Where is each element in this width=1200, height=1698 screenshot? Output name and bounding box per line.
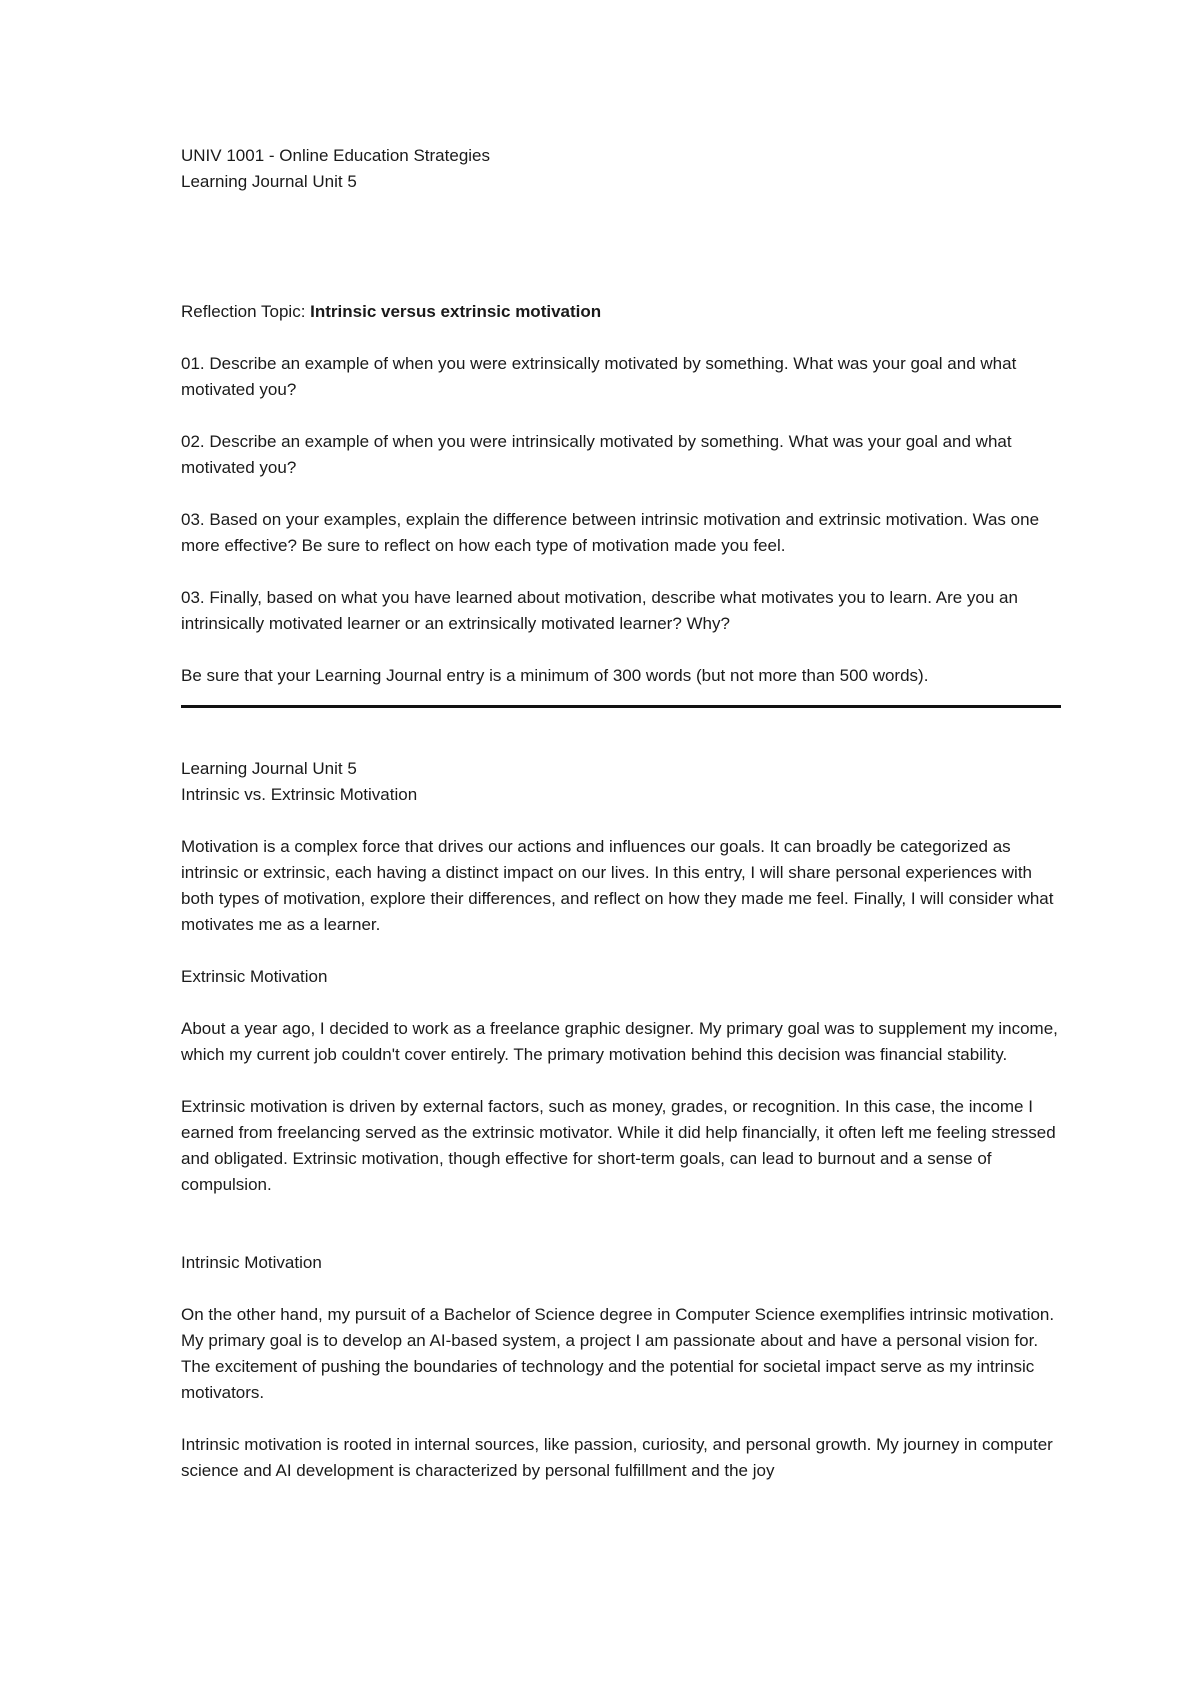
spacer xyxy=(181,273,1061,299)
reflection-topic-label: Reflection Topic: xyxy=(181,302,311,321)
question-1: 01. Describe an example of when you were extrinsically motivated by something. What was your goal and what motivated you? xyxy=(181,354,1017,399)
extrinsic-paragraph-1: About a year ago, I decided to work as a freelance graphic designer. My primary goal was to supplement my income, which my current job couldn't cover entirely. The primary motivation behind this decision was financial stability. xyxy=(181,1019,1058,1064)
intrinsic-heading: Intrinsic Motivation xyxy=(181,1253,322,1272)
spacer xyxy=(181,1406,1061,1432)
spacer xyxy=(181,1068,1061,1094)
spacer xyxy=(181,990,1061,1016)
question-4: 03. Finally, based on what you have learned about motivation, describe what motivates you to learn. Are you an intrinsically motivated learner or an extrinsically motivated learner? Why? xyxy=(181,588,1018,633)
spacer xyxy=(181,195,1061,273)
spacer xyxy=(181,559,1061,585)
word-requirement: Be sure that your Learning Journal entry is a minimum of 300 words (but not more than 500 words). xyxy=(181,666,929,685)
spacer xyxy=(181,481,1061,507)
entry-unit: Learning Journal Unit 5 xyxy=(181,759,357,778)
unit-title: Learning Journal Unit 5 xyxy=(181,172,357,191)
reflection-topic xyxy=(181,299,1061,325)
intrinsic-paragraph-2: Intrinsic motivation is rooted in internal sources, like passion, curiosity, and personal growth. My journey in computer science and AI development is characterized by personal fulfillment and the joy xyxy=(181,1435,1053,1480)
question-2: 02. Describe an example of when you were intrinsically motivated by something. What was your goal and what motivated you? xyxy=(181,432,1012,477)
spacer xyxy=(181,637,1061,663)
spacer xyxy=(181,938,1061,964)
question-3: 03. Based on your examples, explain the difference between intrinsic motivation and extrinsic motivation. Was one more effective? Be sure to reflect on how each type of motivation made you feel. xyxy=(181,510,1040,555)
spacer xyxy=(181,1276,1061,1302)
extrinsic-heading: Extrinsic Motivation xyxy=(181,967,328,986)
document-content xyxy=(181,143,1061,1484)
spacer xyxy=(181,403,1061,429)
intrinsic-paragraph-1: On the other hand, my pursuit of a Bachelor of Science degree in Computer Science exemplifies intrinsic motivation. My primary goal is to develop an AI-based system, a project I am passionate about and have a personal vision for. The excitement of pushing the boundaries of technology and the potential for societal impact serve as my intrinsic motivators. xyxy=(181,1305,1055,1402)
extrinsic-paragraph-2: Extrinsic motivation is driven by external factors, such as money, grades, or recognition. In this case, the income I earned from freelancing served as the extrinsic motivator. While it did help financially, it often left me feeling stressed and obligated. Extrinsic motivation, though effective for short-term goals, can lead to burnout and a sense of compulsion. xyxy=(181,1097,1056,1194)
spacer xyxy=(181,808,1061,834)
course-title: UNIV 1001 - Online Education Strategies xyxy=(181,146,491,165)
spacer xyxy=(181,708,1061,756)
entry-title: Intrinsic vs. Extrinsic Motivation xyxy=(181,785,418,804)
entry-intro: Motivation is a complex force that drives our actions and influences our goals. It can broadly be categorized as intrinsic or extrinsic, each having a distinct impact on our lives. In this entry, I will share personal experiences with both types of motivation, explore their differences, and reflect on how they made me feel. Finally, I will consider what motivates me as a learner. xyxy=(181,837,1054,934)
spacer xyxy=(181,1198,1061,1250)
spacer xyxy=(181,325,1061,351)
reflection-topic-value: Intrinsic versus extrinsic motivation xyxy=(310,302,602,321)
